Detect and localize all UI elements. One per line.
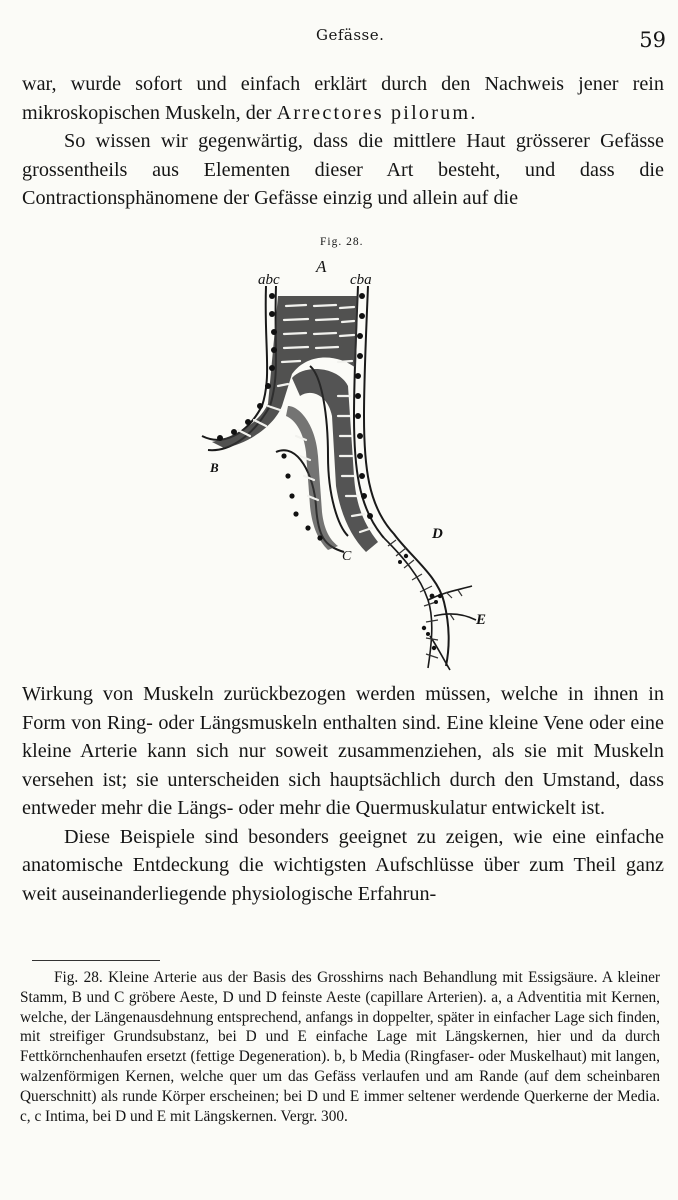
label-abc-left: abc <box>258 272 280 288</box>
paragraph-vessels: So wissen wir gegenwärtig, dass die mittlere Haut grösserer Gefässe grossentheils aus Elementen dieser Art besteht, und dass die Contractionsphänomene der Gefässe einzig und allein auf die <box>22 130 664 209</box>
footnote-text: Fig. 28. Kleine Arterie aus der Basis des Grosshirns nach Behandlung mit Essigsäure. A kleiner Stamm, B und C gröbere Aeste, D und D feinste Aeste (capillare Arterien). a, a Adventitia mit Kernen, welche, der Längenausdehnung entsprechend, anfangs in doppelter, später in einfacher Lage sich finden, mit streifiger Grundsubstanz, bei D und E einfache Lage mit Längskernen, hier und da durch Fettkörnchenhaufen ersetzt (fettige Degeneration). b, b Media (Ringfaser- oder Muskelhaut) mit langen, walzenförmigen Kernen, welche quer um das Gefäss verlaufen und am Rande (auf dem scheinbaren Querschnitt) als runde Körper erscheinen; bei D und E immer seltener werdende Querkerne der Media. c, c Intima, bei D und E mit Längskernen. Vergr. 300. <box>20 969 660 1125</box>
figure-caption-footnote <box>20 968 660 1126</box>
page-number: 59 <box>639 28 666 52</box>
artery-illustration <box>188 256 508 674</box>
label-A: A <box>316 257 327 276</box>
capillary-texture <box>388 540 462 658</box>
label-B: B <box>210 460 219 475</box>
running-title: Gefässe. <box>316 26 385 44</box>
paragraph-continued-end: . <box>470 101 476 124</box>
paragraph-continued <box>22 70 664 127</box>
paragraph-continued-text: war, wurde sofort und einfach erklärt durch den Nachweis jener rein mikroskopischen Muskeln, der <box>22 73 664 124</box>
running-head <box>0 26 678 56</box>
paragraph-muscle-action: Wirkung von Muskeln zurückbezogen werden müssen, welche in ihnen in Form von Ring- oder Längsmuskeln enthalten sind. Eine kleine Vene oder eine kleine Arterie kann sich nur soweit zusammenziehen, als sie mit Muskeln versehen ist; sie unterscheiden sich hauptsächlich durch den Umstand, dass entweder mehr die Längs- oder mehr die Quermuskulatur entwickelt ist. <box>22 683 664 819</box>
emphasized-term: Arrectores pilorum <box>276 101 471 124</box>
footnote-divider <box>32 960 160 961</box>
figure-label: Fig. 28. <box>320 236 364 248</box>
label-D: D <box>432 526 443 542</box>
label-C: C <box>342 549 352 564</box>
label-E: E <box>476 612 487 628</box>
paragraph-examples: Diese Beispiele sind besonders geeignet zu zeigen, wie eine einfache anatomische Entdeckung die wichtigsten Aufschlüsse über zum Theil ganz weit auseinanderliegende physiologische Erfahrun- <box>22 825 664 905</box>
body-text-top <box>22 70 664 213</box>
body-text-bottom <box>22 680 664 908</box>
label-cba-right: cba <box>350 272 372 288</box>
